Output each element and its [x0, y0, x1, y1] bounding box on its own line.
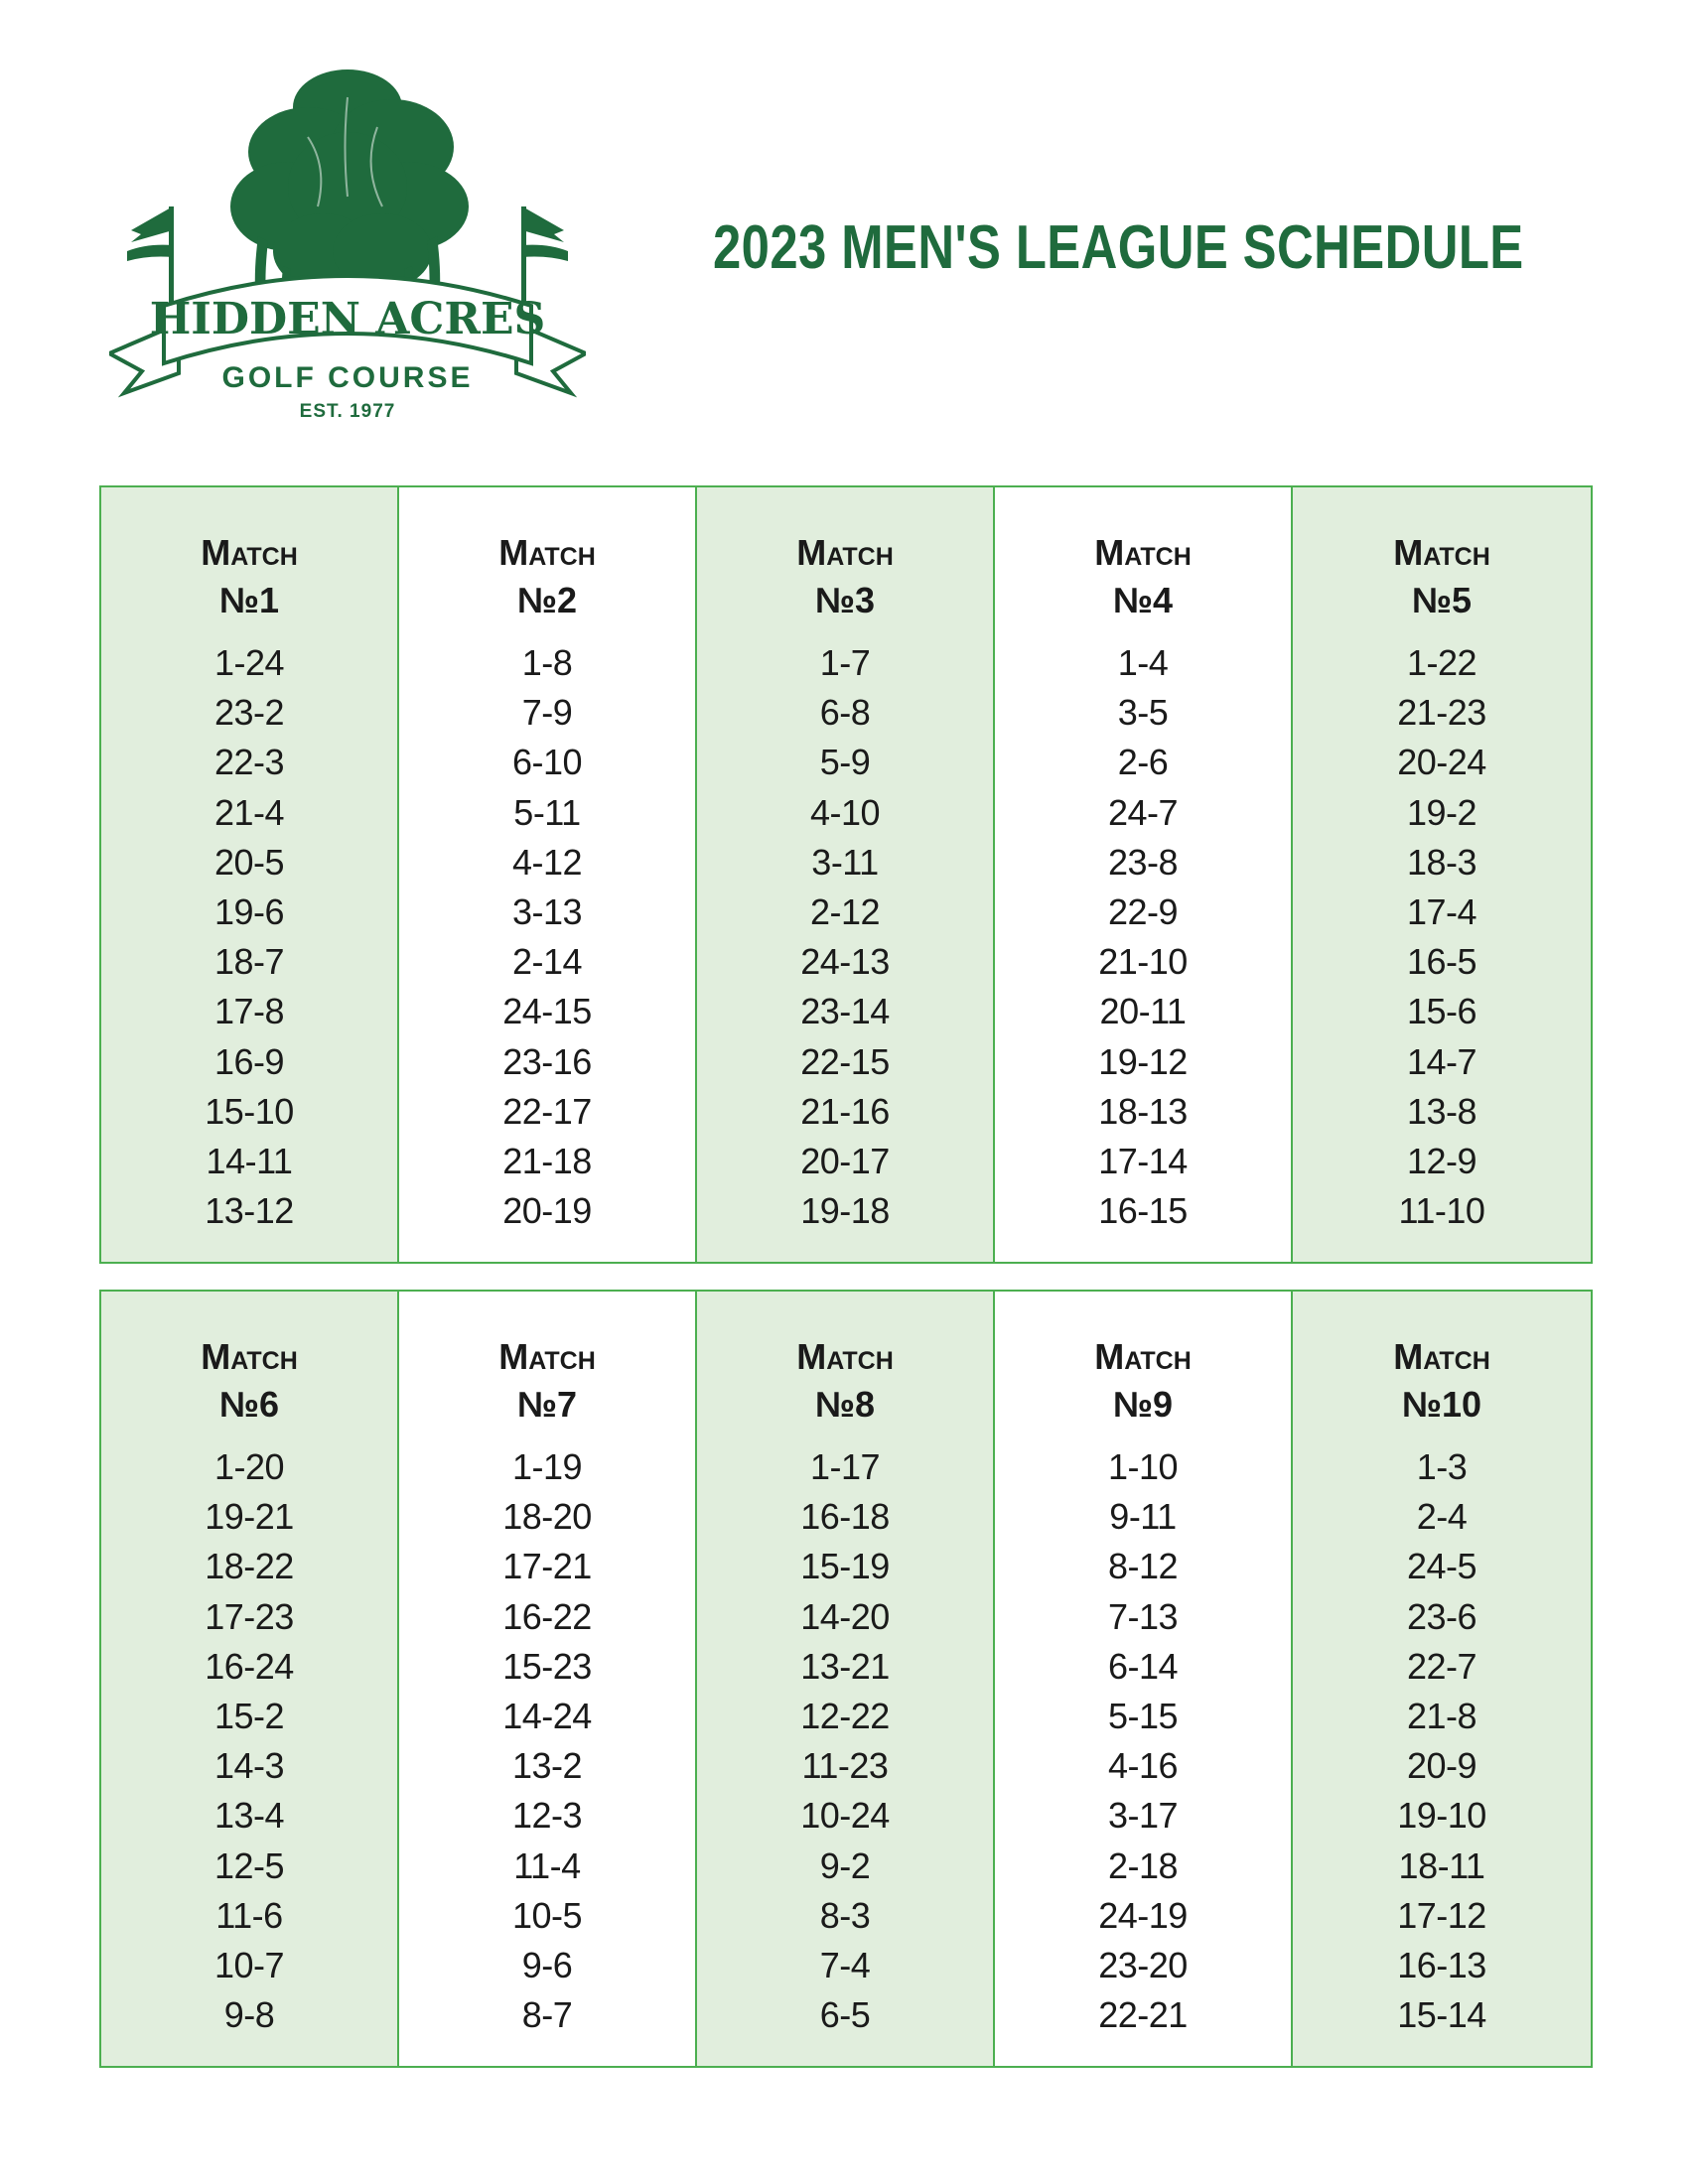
pairing: 11-10 — [1398, 1190, 1485, 1232]
pairing: 4-10 — [809, 791, 881, 833]
match-label: Match — [498, 1336, 596, 1377]
match-column — [1293, 1292, 1591, 2066]
pairing: 2-12 — [809, 891, 881, 933]
pairing: 6-8 — [819, 692, 871, 734]
pairing: 13-4 — [213, 1795, 285, 1837]
match-label: Match — [498, 532, 596, 573]
pairing: 21-4 — [213, 791, 285, 833]
pairing: 14-3 — [213, 1745, 285, 1787]
pairing: 24-13 — [800, 941, 890, 983]
pairing: 15-19 — [800, 1546, 890, 1587]
pairing: 22-17 — [502, 1090, 592, 1132]
match-label: Match — [1393, 1336, 1490, 1377]
hidden-acres-logo — [109, 38, 586, 425]
pairing: 24-7 — [1107, 791, 1179, 833]
pairing: 18-22 — [205, 1546, 294, 1587]
pairing: 17-14 — [1098, 1141, 1188, 1182]
pairing: 3-11 — [811, 841, 879, 883]
pairing: 11-6 — [215, 1894, 283, 1936]
pairing: 16-24 — [205, 1645, 294, 1687]
pairing: 13-21 — [800, 1645, 890, 1687]
pairing: 16-9 — [213, 1040, 285, 1082]
pairing: 21-16 — [800, 1090, 890, 1132]
pairing: 22-9 — [1107, 891, 1179, 933]
match-column — [995, 487, 1293, 1262]
logo-subtitle: GOLF COURSE — [221, 361, 474, 394]
match-column — [399, 487, 697, 1262]
pairing: 19-21 — [205, 1496, 294, 1538]
pairing: 11-4 — [513, 1844, 581, 1886]
pairing: 15-2 — [213, 1696, 285, 1737]
match-column — [399, 1292, 697, 2066]
pairing: 1-10 — [1107, 1446, 1179, 1487]
pairing: 1-17 — [809, 1446, 881, 1487]
pairing: 15-10 — [205, 1090, 294, 1132]
pairing: 16-18 — [800, 1496, 890, 1538]
match-label: Match — [796, 1336, 894, 1377]
pairing: 18-13 — [1098, 1090, 1188, 1132]
pairing: 18-3 — [1406, 841, 1477, 883]
pairing: 1-22 — [1406, 642, 1477, 683]
pairing: 19-12 — [1098, 1040, 1188, 1082]
pairing: 2-6 — [1117, 742, 1169, 783]
match-column — [697, 487, 995, 1262]
pairing: 6-5 — [819, 1994, 871, 2036]
match-column — [101, 1292, 399, 2066]
match-label: Match — [201, 1336, 298, 1377]
pairing: 17-8 — [213, 991, 285, 1032]
pairing: 6-10 — [511, 742, 583, 783]
match-number: №10 — [1401, 1384, 1482, 1425]
match-label: Match — [796, 532, 894, 573]
pairing: 9-8 — [223, 1994, 275, 2036]
pairing: 1-3 — [1416, 1446, 1468, 1487]
pairing: 22-7 — [1406, 1645, 1477, 1687]
pairing: 3-5 — [1117, 692, 1169, 734]
pairing: 10-7 — [213, 1945, 285, 1986]
pairing: 12-9 — [1406, 1141, 1477, 1182]
pairing: 18-7 — [213, 941, 285, 983]
match-label: Match — [1393, 532, 1490, 573]
pairing: 12-3 — [511, 1795, 583, 1837]
pairing: 4-16 — [1107, 1745, 1179, 1787]
pairing: 2-18 — [1107, 1844, 1179, 1886]
pairing: 7-13 — [1107, 1595, 1179, 1637]
match-number: №3 — [814, 580, 876, 620]
pairing: 1-20 — [213, 1446, 285, 1487]
match-number: №4 — [1112, 580, 1174, 620]
pairing: 18-11 — [1398, 1844, 1485, 1886]
match-label: Match — [1094, 1336, 1192, 1377]
match-label: Match — [201, 532, 298, 573]
pairing: 24-5 — [1406, 1546, 1477, 1587]
pairing: 16-13 — [1397, 1945, 1486, 1986]
pairing: 12-5 — [213, 1844, 285, 1886]
pairing: 1-8 — [521, 642, 573, 683]
pairing: 7-9 — [521, 692, 573, 734]
pairing: 9-2 — [819, 1844, 871, 1886]
match-number: №7 — [516, 1384, 578, 1425]
pairing: 2-4 — [1416, 1496, 1468, 1538]
match-number: №1 — [218, 580, 280, 620]
pairing: 24-19 — [1098, 1894, 1188, 1936]
pairing: 13-8 — [1406, 1090, 1477, 1132]
pairing: 17-23 — [205, 1595, 294, 1637]
pairing: 14-7 — [1406, 1040, 1477, 1082]
page-title: 2023 MEN'S LEAGUE SCHEDULE — [713, 213, 1524, 282]
pairing: 14-20 — [800, 1595, 890, 1637]
match-number: №6 — [218, 1384, 280, 1425]
schedule-block-1 — [99, 485, 1593, 1264]
pairing: 17-21 — [502, 1546, 592, 1587]
pairing: 6-14 — [1107, 1645, 1179, 1687]
pairing: 1-4 — [1117, 642, 1169, 683]
match-number: №5 — [1411, 580, 1473, 620]
pairing: 21-18 — [502, 1141, 592, 1182]
match-number: №9 — [1112, 1384, 1174, 1425]
pairing: 8-12 — [1107, 1546, 1179, 1587]
pairing: 8-3 — [819, 1894, 871, 1936]
pairing: 17-12 — [1397, 1894, 1486, 1936]
pairing: 20-24 — [1397, 742, 1486, 783]
pairing: 16-22 — [502, 1595, 592, 1637]
schedule-block-2 — [99, 1290, 1593, 2068]
pairing: 16-5 — [1406, 941, 1477, 983]
logo-name: HIDDEN ACRES — [149, 294, 546, 344]
pairing: 5-9 — [819, 742, 871, 783]
pairing: 13-2 — [511, 1745, 583, 1787]
match-number: №2 — [516, 580, 578, 620]
pairing: 12-22 — [800, 1696, 890, 1737]
pairing: 19-2 — [1406, 791, 1477, 833]
pairing: 5-11 — [513, 791, 581, 833]
pairing: 18-20 — [502, 1496, 592, 1538]
pairing: 10-24 — [800, 1795, 890, 1837]
pairing: 10-5 — [511, 1894, 583, 1936]
pairing: 3-13 — [511, 891, 583, 933]
pairing: 23-16 — [502, 1040, 592, 1082]
pairing: 20-5 — [213, 841, 285, 883]
pairing: 23-6 — [1406, 1595, 1477, 1637]
pairing: 13-12 — [205, 1190, 294, 1232]
match-number: №8 — [814, 1384, 876, 1425]
match-column — [1293, 487, 1591, 1262]
pairing: 24-15 — [502, 991, 592, 1032]
pairing: 23-20 — [1098, 1945, 1188, 1986]
pairing: 15-14 — [1397, 1994, 1486, 2036]
pairing: 1-7 — [819, 642, 871, 683]
pairing: 14-11 — [206, 1141, 293, 1182]
pairing: 9-6 — [521, 1945, 573, 1986]
pairing: 1-24 — [213, 642, 285, 683]
pairing: 20-9 — [1406, 1745, 1477, 1787]
pairing: 8-7 — [521, 1994, 573, 2036]
pairing: 19-10 — [1397, 1795, 1486, 1837]
pairing: 14-24 — [502, 1696, 592, 1737]
pairing: 5-15 — [1107, 1696, 1179, 1737]
match-column — [697, 1292, 995, 2066]
pairing: 17-4 — [1406, 891, 1477, 933]
pairing: 7-4 — [819, 1945, 871, 1986]
pairing: 15-23 — [502, 1645, 592, 1687]
pairing: 23-2 — [213, 692, 285, 734]
pairing: 21-23 — [1397, 692, 1486, 734]
pairing: 11-23 — [801, 1745, 889, 1787]
pairing: 21-10 — [1098, 941, 1188, 983]
pairing: 20-11 — [1099, 991, 1187, 1032]
pairing: 2-14 — [511, 941, 583, 983]
pairing: 19-18 — [800, 1190, 890, 1232]
pairing: 9-11 — [1109, 1496, 1177, 1538]
pairing: 20-17 — [800, 1141, 890, 1182]
pairing: 15-6 — [1406, 991, 1477, 1032]
match-label: Match — [1094, 532, 1192, 573]
match-column — [995, 1292, 1293, 2066]
pairing: 21-8 — [1406, 1696, 1477, 1737]
pairing: 22-3 — [213, 742, 285, 783]
logo-established: EST. 1977 — [299, 401, 396, 422]
pairing: 1-19 — [511, 1446, 583, 1487]
pairing: 20-19 — [502, 1190, 592, 1232]
pairing: 4-12 — [511, 841, 583, 883]
logo-graphic — [109, 38, 586, 425]
pairing: 22-21 — [1098, 1994, 1188, 2036]
pairing: 3-17 — [1107, 1795, 1179, 1837]
match-column — [101, 487, 399, 1262]
pairing: 23-14 — [800, 991, 890, 1032]
pairing: 19-6 — [213, 891, 285, 933]
pairing: 23-8 — [1107, 841, 1179, 883]
pairing: 22-15 — [800, 1040, 890, 1082]
pairing: 16-15 — [1098, 1190, 1188, 1232]
